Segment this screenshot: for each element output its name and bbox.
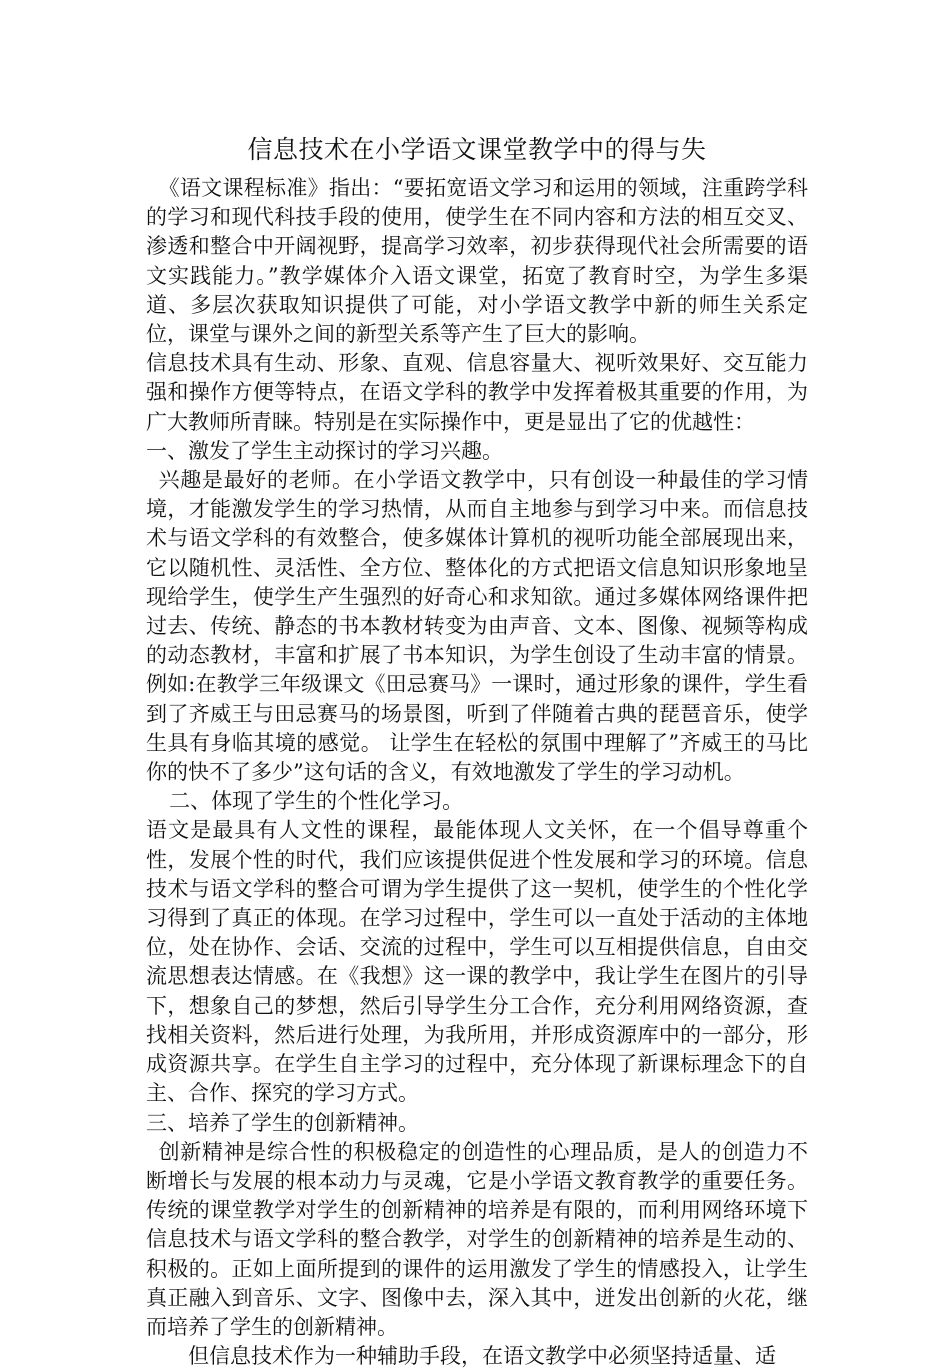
document-page xyxy=(146,130,808,1371)
document-title: 信息技术在小学语文课堂教学中的得与失 xyxy=(247,135,707,164)
paragraph-however: 但信息技术作为一种辅助手段，在语文教学中必须坚持适量、适 xyxy=(188,1344,776,1369)
heading-section-2: 二、体现了学生的个性化学习。 xyxy=(169,789,464,814)
paragraph-personalized-learning: 语文是最具有人文性的课程，最能体现人文关怀，在一个倡导尊重个性，发展个性的时代，我们应该提供促进个性发展和学习的环境。信息技术与语文学科的整合可谓为学生提供了这一契机，使学生的个性化学习得到了真正的体现。在学习过程中，学生可以一直处于活动的主体地位，处在协作、会话、交流的过程中，学生可以互相提供信息，自由交流思想表达情感。在《我想》这一课的教学中，我让学生在图片的引导下，想象自己的梦想，然后引导学生分工合作，充分利用网络资源，查找相关资料，然后进行处理，为我所用，并形成资源库中的一部分，形成资源共享。在学生自主学习的过程中，充分体现了新课标理念下的自主、合作、探究的学习方式。 xyxy=(146,818,808,1106)
paragraph-curriculum-standard: 《语文课程标准》指出：“要拓宽语文学习和运用的领域，注重跨学科的学习和现代科技手段的使用，使学生在不同内容和方法的相互交叉、渗透和整合中开阔视野，提高学习效率，初步获得现代社会所需要的语文实践能力。”教学媒体介入语文课堂，拓宽了教育时空，为学生多渠道、多层次获取知识提供了可能，对小学语文教学中新的师生关系定位，课堂与课外之间的新型关系等产生了巨大的影响。 xyxy=(146,176,808,347)
heading-section-1: 一、激发了学生主动探讨的学习兴趣。 xyxy=(146,438,503,463)
paragraph-it-features: 信息技术具有生动、形象、直观、信息容量大、视听效果好、交互能力强和操作方便等特点，在语文学科的教学中发挥着极其重要的作用，为广大教师所青睐。特别是在实际操作中，更是显出了它的优越性： xyxy=(146,351,808,434)
paragraph-innovation: 创新精神是综合性的积极稳定的创造性的心理品质，是人的创造力不断增长与发展的根本动力与灵魂，它是小学语文教育教学的重要任务。传统的课堂教学对学生的创新精神的培养是有限的，而利用网络环境下信息技术与语文学科的整合教学，对学生的创新精神的培养是生动的、积极的。正如上面所提到的课件的运用激发了学生的情感投入，让学生真正融入到音乐、文字、图像中去，深入其中，迸发出创新的火花，继而培养了学生的创新精神。 xyxy=(146,1139,808,1339)
paragraph-interest: 兴趣是最好的老师。在小学语文教学中，只有创设一种最佳的学习情境，才能激发学生的学习热情，从而自主地参与到学习中来。而信息技术与语文学科的有效整合，使多媒体计算机的视听功能全部展现出来，它以随机性、灵活性、全方位、整体化的方式把语文信息知识形象地呈现给学生，使学生产生强烈的好奇心和求知欲。通过多媒体网络课件把过去、传统、静态的书本教材转变为由声音、文本、图像、视频等构成的动态教材，丰富和扩展了书本知识，为学生创设了生动丰富的情景。例如:在教学三年级课文《田忌赛马》一课时，通过形象的课件，学生看到了齐威王与田忌赛马的场景图，听到了伴随着古典的琵琶音乐，使学生具有身临其境的感觉。 让学生在轻松的氛围中理解了”齐威王的马比你的快不了多少”这句话的含义，有效地激发了学生的学习动机。 xyxy=(146,468,808,785)
heading-section-3: 三、培养了学生的创新精神。 xyxy=(146,1110,419,1135)
